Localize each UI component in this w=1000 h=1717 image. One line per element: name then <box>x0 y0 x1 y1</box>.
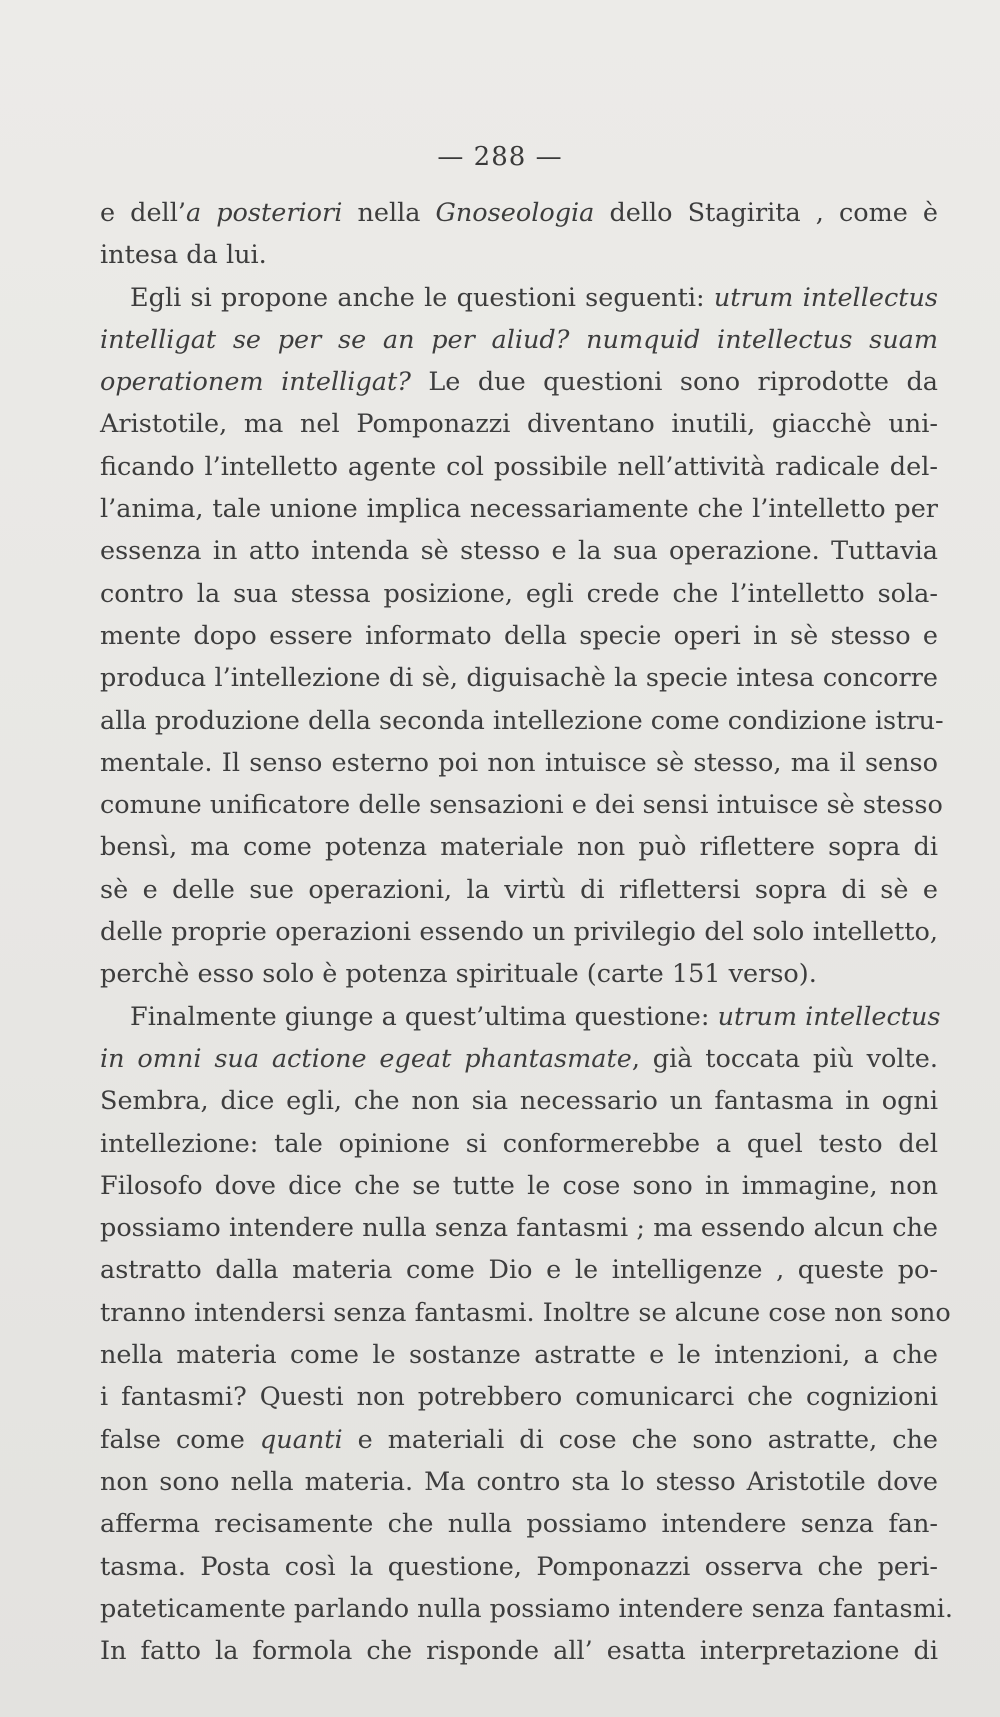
text-span: possiamo intendere nulla senza fantasmi ; ma essendo alcun che <box>100 1213 938 1244</box>
italic-text: utrum intellectus <box>717 1001 941 1032</box>
text-span: tranno intendersi senza fantasmi. Inoltre se alcune cose non sono <box>100 1297 951 1328</box>
text-span: nella <box>342 198 436 228</box>
italic-text: in omni sua actione egeat phantasmate <box>100 1043 632 1074</box>
text-span: perchè esso solo è potenza spirituale (carte 151 verso). <box>100 959 817 990</box>
text-line <box>100 1165 938 1207</box>
text-line <box>100 826 938 868</box>
text-line <box>100 911 938 953</box>
text-span: false come <box>100 1424 260 1455</box>
italic-text: Gnoseologia <box>435 198 595 228</box>
text-span: e materiali di cose che sono astratte, che <box>342 1424 939 1455</box>
text-line <box>100 953 938 995</box>
text-line <box>100 1419 938 1461</box>
text-span: mentale. Il senso esterno poi non intuisce sè stesso, ma il senso <box>100 747 938 778</box>
text-line <box>100 277 938 319</box>
text-line <box>100 1292 951 1334</box>
text-line <box>100 615 938 657</box>
text-line <box>100 403 938 445</box>
text-span: Aristotile, ma nel Pomponazzi diventano inutili, giacchè uni- <box>100 409 938 440</box>
italic-text: quanti <box>259 1424 343 1455</box>
text-line <box>100 1461 938 1503</box>
text-span: l’anima, tale unione implica necessariamente che l’intelletto per <box>100 494 938 525</box>
text-span: contro la sua stessa posizione, egli crede che l’intelletto sola- <box>100 578 938 609</box>
text-span: Sembra, dice egli, che non sia necessario un fantasma in ogni <box>100 1086 938 1117</box>
text-line <box>100 700 944 742</box>
text-span: sè e delle sue operazioni, la virtù di riflettersi sopra di sè e <box>100 874 938 905</box>
text-line <box>100 530 938 572</box>
text-span: Le due questioni sono riprodotte da <box>410 367 939 398</box>
text-line <box>100 361 938 403</box>
text-span: dello Stagirita , come è <box>594 198 939 228</box>
text-span: nella materia come le sostanze astratte e le intenzioni, a che <box>100 1340 938 1371</box>
text-line <box>100 319 938 361</box>
text-line <box>100 192 938 234</box>
text-span: essenza in atto intenda sè stesso e la sua operazione. Tuttavia <box>100 536 938 567</box>
text-span: bensì, ma come potenza materiale non può riflettere sopra di <box>100 832 938 863</box>
text-line <box>100 742 938 784</box>
text-span: e dell’ <box>100 198 186 228</box>
text-line <box>100 1038 938 1080</box>
italic-text: operationem intelligat? <box>100 367 411 398</box>
text-span: mente dopo essere informato della specie operi in sè stesso e <box>100 620 938 651</box>
text-line <box>100 657 938 699</box>
text-line <box>100 488 938 530</box>
italic-text: utrum intellectus <box>713 282 938 313</box>
text-line <box>100 1249 938 1291</box>
italic-text: a posteriori <box>185 198 343 228</box>
page-number: — 288 — <box>437 142 563 172</box>
text-span: afferma recisamente che nulla possiamo intendere senza fan- <box>100 1509 938 1540</box>
text-span: astratto dalla materia come Dio e le intelligenze , queste po- <box>100 1255 938 1286</box>
italic-text: intelligat se per se an per aliud? numquid intellectus suam <box>100 324 938 355</box>
text-line <box>100 446 938 488</box>
text-line <box>100 1588 954 1630</box>
text-line <box>100 1080 938 1122</box>
text-line <box>100 234 938 276</box>
text-span: comune unificatore delle sensazioni e dei sensi intuisce sè stesso <box>100 790 943 821</box>
text-span: Egli si propone anche le questioni seguenti: <box>130 282 714 313</box>
text-line <box>100 573 938 615</box>
text-line <box>100 1334 938 1376</box>
text-span: ficando l’intelletto agente col possibile nell’attività radicale del- <box>100 451 938 482</box>
text-span: delle proprie operazioni essendo un privilegio del solo intelletto, <box>100 917 938 948</box>
text-span: produca l’intellezione di sè, diguisachè la specie intesa concorre <box>100 663 938 694</box>
text-line <box>100 1630 938 1672</box>
text-span: intellezione: tale opinione si conformerebbe a quel testo del <box>100 1128 938 1159</box>
body-text <box>100 192 954 1672</box>
text-span: intesa da lui. <box>100 240 267 271</box>
text-span: pateticamente parlando nulla possiamo intendere senza fantasmi. <box>100 1593 954 1624</box>
text-span: Filosofo dove dice che se tutte le cose sono in immagine, non <box>100 1170 938 1201</box>
text-line <box>100 1546 938 1588</box>
text-span: non sono nella materia. Ma contro sta lo stesso Aristotile dove <box>100 1466 938 1497</box>
text-span: tasma. Posta così la questione, Pomponazzi osserva che peri- <box>100 1551 938 1582</box>
text-line <box>100 784 943 826</box>
text-span: i fantasmi? Questi non potrebbero comunicarci che cognizioni <box>100 1382 938 1413</box>
text-line <box>100 996 941 1038</box>
text-span: alla produzione della seconda intellezione come condizione istru- <box>100 705 944 736</box>
text-line <box>100 1207 938 1249</box>
text-line <box>100 869 938 911</box>
text-span: In fatto la formola che risponde all’ esatta interpretazione di <box>100 1636 938 1667</box>
text-line <box>100 1376 938 1418</box>
text-span: Finalmente giunge a quest’ultima questione: <box>130 1001 718 1032</box>
text-line <box>100 1503 938 1545</box>
text-line <box>100 1123 938 1165</box>
text-span: , già toccata più volte. <box>631 1043 938 1074</box>
